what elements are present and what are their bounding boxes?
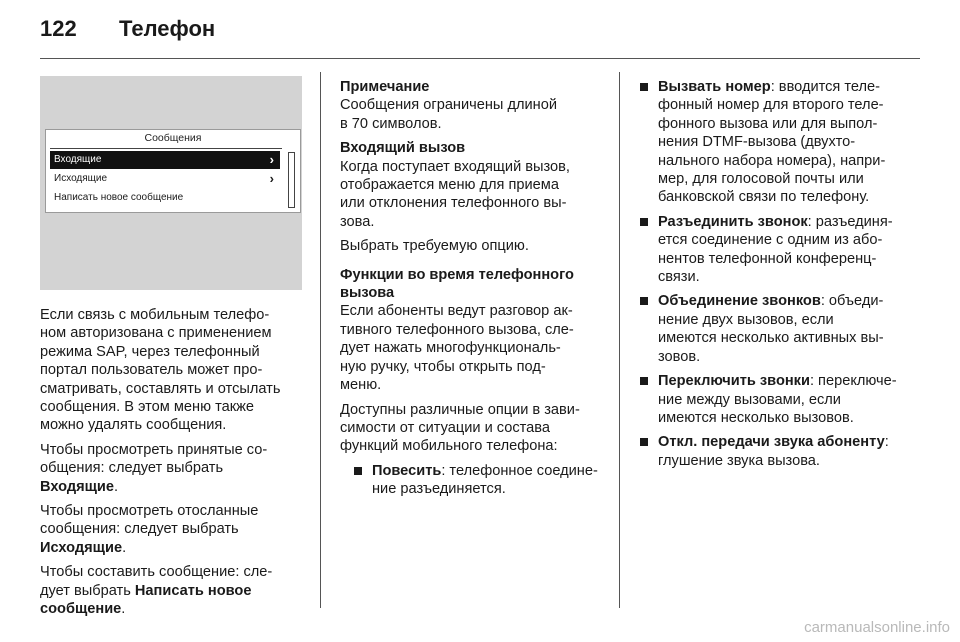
incoming-call-heading: Входящий вызов bbox=[340, 140, 466, 157]
bullet-merge-calls: Объединение звонков: объеди- нение двух вызовов, если имеются несколько активных вы- зовов. bbox=[638, 292, 918, 366]
note-heading: Примечание bbox=[340, 79, 430, 95]
functions-text: Если абоненты ведут разговор ак- тивного телефонного вызова, сле- дует нажать многофункциональ- ную ручку, чтобы открыть под- меню. bbox=[340, 303, 574, 394]
messages-menu-panel bbox=[45, 129, 301, 213]
watermark: carmanualsonline.info bbox=[804, 619, 950, 636]
column-divider-2 bbox=[619, 72, 620, 608]
bullet-square-icon bbox=[640, 218, 648, 226]
menu-item-label: Написать новое сообщение bbox=[54, 192, 184, 203]
menu-item-label: Исходящие bbox=[54, 173, 108, 184]
term-inbox: Входящие bbox=[40, 478, 115, 495]
options-text: Доступны различные опции в зави- симости от ситуации и состава функций мобильного телефона: bbox=[340, 401, 580, 455]
bullet-disconnect: Разъединить звонок: разъединя- ется соединение с одним из або- нентов телефонной конференц- связи. bbox=[638, 213, 918, 287]
bullet-square-icon bbox=[640, 83, 648, 91]
term-outbox: Исходящие bbox=[40, 539, 123, 556]
bullet-square-icon bbox=[640, 377, 648, 385]
bullet-square-icon bbox=[640, 438, 648, 446]
paragraph-compose: Чтобы составить сообщение: сле- дует выбрать Написать новое сообщение. bbox=[40, 564, 273, 618]
choose-option-text: Выбрать требуемую опцию. bbox=[340, 238, 529, 255]
menu-title: Сообщения bbox=[144, 132, 202, 144]
chevron-right-icon: › bbox=[269, 152, 274, 167]
term-compose: Написать новое bbox=[134, 582, 252, 599]
column-1-text bbox=[40, 306, 312, 625]
column-2-text bbox=[340, 78, 612, 505]
paragraph-inbox: Чтобы просмотреть принятые со- общения: следует выбрать Входящие. bbox=[40, 441, 268, 495]
page-title: Телефон bbox=[119, 16, 216, 41]
bullet-square-icon bbox=[640, 297, 648, 305]
bullet-hang-up: Повесить: телефонное соедине- ние разъединяется. bbox=[352, 462, 612, 499]
paragraph-sap: Если связь с мобильным телефо- ном авторизована с применением режима SAP, через телефонный портал пользователь может про- сматривать, составлять и отсылать сообщения. В этом меню также можно удалять сообщения. bbox=[40, 307, 281, 434]
header-rule bbox=[40, 58, 920, 59]
column-divider-1 bbox=[320, 72, 321, 608]
bullet-mute: Откл. передачи звука абоненту: глушение звука вызова. bbox=[638, 433, 918, 470]
note-text: Сообщения ограничены длиной в 70 символов. bbox=[340, 97, 557, 132]
functions-heading: Функции во время телефонного вызова bbox=[340, 266, 574, 302]
menu-scrollbar bbox=[288, 152, 295, 208]
menu-item-compose bbox=[50, 189, 280, 207]
incoming-call-text: Когда поступает входящий вызов, отображается меню для приема или отклонения телефонного вы- зова. bbox=[340, 158, 570, 230]
menu-title-rule bbox=[50, 148, 282, 149]
page-number: 122 bbox=[40, 16, 77, 41]
chevron-right-icon: › bbox=[269, 171, 274, 186]
bullet-square-icon bbox=[354, 467, 362, 475]
column-3-text bbox=[638, 78, 918, 476]
menu-item-inbox bbox=[50, 151, 280, 169]
paragraph-outbox: Чтобы просмотреть отосланные сообщения: следует выбрать Исходящие. bbox=[40, 503, 259, 556]
bullet-call-number: Вызвать номер: вводится теле- фонный номер для второго теле- фонного вызова или для выпол- нения DTMF-вызова (двухто- нального набора номера), напри- мер, для голосовой почты или банковской связи по телефону. bbox=[638, 78, 918, 207]
messages-screen-image bbox=[40, 76, 302, 290]
bullet-switch-calls: Переключить звонки: переключе- ние между вызовами, если имеются несколько вызовов. bbox=[638, 372, 918, 427]
menu-item-label: Входящие bbox=[54, 154, 102, 165]
menu-item-outbox bbox=[50, 170, 280, 188]
page-header bbox=[40, 16, 920, 60]
